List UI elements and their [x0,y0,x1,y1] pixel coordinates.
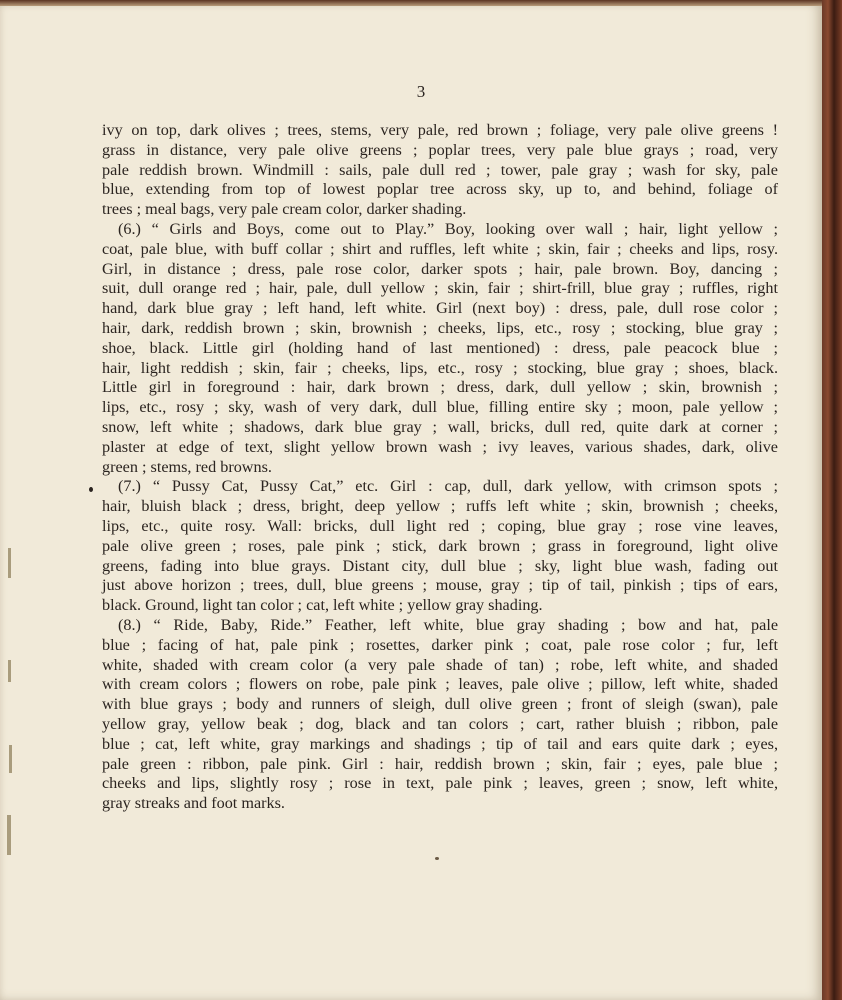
page-speck-mark [435,857,439,860]
text-line: Little girl in foreground : hair, dark brown ; dress, dark, dull yellow ; skin, brownish ; [102,378,778,397]
text-line: coat, pale blue, with buff collar ; shirt and ruffles, left white ; skin, fair ; cheeks and lips, rosy. [102,239,778,258]
text-line: hair, bluish black ; dress, bright, deep yellow ; ruffs left white ; skin, brownish ; cheeks, [102,497,778,516]
text-line: gray streaks and foot marks. [102,794,285,813]
text-line: lips, etc., rosy ; sky, wash of very dark, dull blue, filling entire sky ; moon, pale yellow ; [102,398,778,417]
text-line: blue ; cat, left white, gray markings and shadings ; tip of tail and ears quite dark ; eyes, [102,734,778,753]
text-line: pale green : ribbon, pale pink. Girl : hair, reddish brown ; skin, fair ; eyes, pale blue ; [102,754,778,773]
text-line: hair, light reddish ; skin, fair ; cheeks, lips, etc., rosy ; stocking, blue gray ; shoes, black. [102,358,778,377]
margin-bullet-mark [89,487,93,492]
text-line: with blue grays ; body and runners of sleigh, dull olive green ; front of sleigh (swan), pale [102,695,778,714]
text-line: hair, dark, reddish brown ; skin, brownish ; cheeks, lips, etc., rosy ; stocking, blue gray ; [102,318,778,337]
text-line: plaster at edge of text, slight yellow brown wash ; ivy leaves, various shades, dark, olive [102,437,778,456]
page-top-edge [0,0,842,6]
text-line: lips, etc., quite rosy. Wall: bricks, dull light red ; coping, blue gray ; rose vine leaves, [102,516,778,535]
text-line: grass in distance, very pale olive greens ; poplar trees, very pale blue grays ; road, very [102,140,778,159]
text-line: suit, dull orange red ; hair, pale, dull yellow ; skin, fair ; shirt-frill, blue gray ; ruffles, right [102,279,778,298]
text-line: pale olive green ; roses, pale pink ; stick, dark brown ; grass in foreground, light olive [102,536,778,555]
text-line: hand, dark blue gray ; left hand, left white. Girl (next boy) : dress, pale, dull rose color ; [102,299,778,318]
text-line: (6.) “ Girls and Boys, come out to Play.” Boy, looking over wall ; hair, light yellow ; [118,219,778,238]
text-line: (8.) “ Ride, Baby, Ride.” Feather, left white, blue gray shading ; bow and hat, pale [118,615,778,634]
text-line: pale reddish brown. Windmill : sails, pale dull red ; tower, pale gray ; wash for sky, pale [102,160,778,179]
text-line: trees ; meal bags, very pale cream color, darker shading. [102,200,467,219]
text-line: blue ; facing of hat, pale pink ; rosettes, darker pink ; coat, pale rose color ; fur, left [102,635,778,654]
text-line: ivy on top, dark olives ; trees, stems, very pale, red brown ; foliage, very pale olive greens ! [102,121,778,139]
text-line: cheeks and lips, slightly rosy ; rose in text, pale pink ; leaves, green ; snow, left white, [102,774,778,793]
text-line: with cream colors ; flowers on robe, pale pink ; leaves, pale olive ; pillow, left white, shaded [102,675,778,694]
text-line: white, shaded with cream color (a very pale shade of tan) ; robe, left white, and shaded [102,655,778,674]
text-line: blue, extending from top of lowest poplar tree across sky, up to, and behind, foliage of [102,180,778,199]
margin-stain-mark [9,745,12,773]
text-line: Girl, in distance ; dress, pale rose color, darker spots ; hair, pale brown. Boy, dancing ; [102,259,778,278]
text-line: just above horizon ; trees, dull, blue greens ; mouse, gray ; tip of tail, pinkish ; tips of ears, [102,576,778,595]
page-number: 3 [416,82,426,101]
margin-stain-mark [8,660,11,682]
text-line: black. Ground, light tan color ; cat, left white ; yellow gray shading. [102,596,543,615]
text-line: green ; stems, red browns. [102,457,272,476]
text-line: shoe, black. Little girl (holding hand of last mentioned) : dress, pale peacock blue ; [102,338,778,357]
margin-stain-mark [7,815,11,855]
body-text [102,121,778,814]
book-spine-edge [822,0,842,1000]
text-line: yellow gray, yellow beak ; dog, black and tan colors ; cart, rather bluish ; ribbon, pale [102,714,778,733]
margin-stain-mark [8,548,11,578]
text-line: (7.) “ Pussy Cat, Pussy Cat,” etc. Girl : cap, dull, dark yellow, with crimson spots ; [118,477,778,496]
text-line: snow, left white ; shadows, dark blue gray ; wall, bricks, dull red, quite dark at corner ; [102,417,778,436]
text-line: greens, fading into blue grays. Distant city, dull blue ; sky, light blue wash, fading out [102,556,778,575]
